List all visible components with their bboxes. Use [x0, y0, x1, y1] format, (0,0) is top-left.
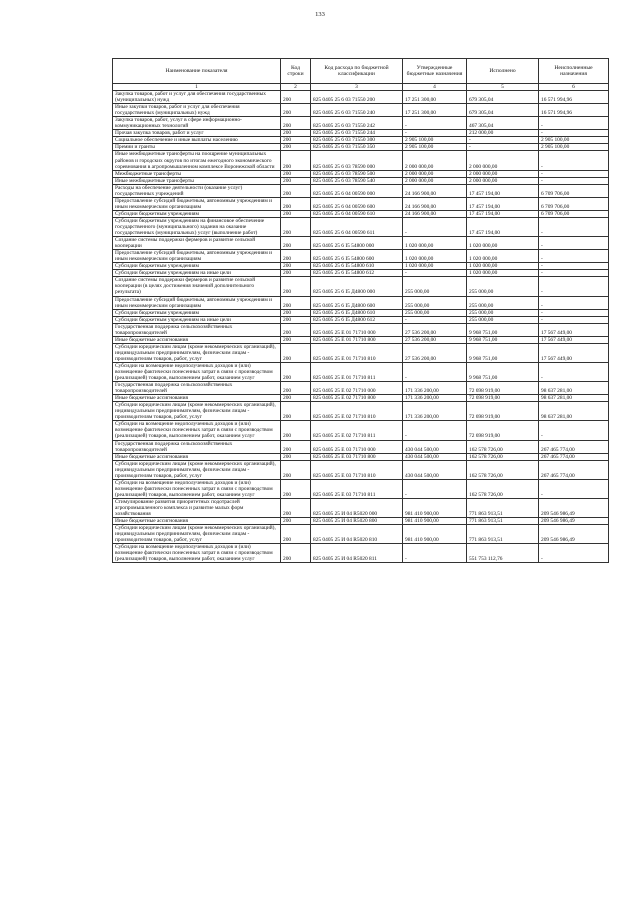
table-row	[113, 498, 609, 517]
row-name: Предоставление субсидий бюджетным, автономным учреждениям и иным некоммерческим организациям	[113, 197, 281, 210]
row-name: Субсидии на возмещение недополученных доходов и (или) возмещение фактически понесенных затрат в связи с производством (реализацией) товаров, выполнением работ, оказанием услуг	[113, 544, 281, 563]
row-line-code: 200	[281, 402, 311, 421]
row-line-code: 200	[281, 544, 311, 563]
row-unexecuted: 267 465 774,00	[539, 460, 609, 479]
row-name: Субсидии юридическим лицам (кроме некоммерческих организаций), индивидуальным предпринимателям, физическим лицам - производителям товаров, работ, услуг	[113, 402, 281, 421]
table-row	[113, 197, 609, 210]
row-line-code: 200	[281, 518, 311, 525]
row-executed: 255 000,00	[467, 296, 539, 309]
table-row	[113, 250, 609, 263]
row-line-code: 200	[281, 421, 311, 440]
column-number: 2	[281, 84, 311, 91]
row-unexecuted: -	[539, 217, 609, 236]
row-line-code: 200	[281, 309, 311, 316]
row-line-code: 200	[281, 237, 311, 250]
row-executed: 17 457 194,00	[467, 197, 539, 210]
page-number: 133	[315, 11, 325, 18]
row-line-code: 200	[281, 144, 311, 151]
row-budget-code: 825 0405 25 6 04 00590 600	[311, 197, 403, 210]
row-executed: 255 000,00	[467, 277, 539, 296]
row-name: Субсидии на возмещение недополученных доходов и (или) возмещение фактически понесенных затрат в связи с производством (реализацией) товаров, выполнением работ, оказанием услуг	[113, 479, 281, 498]
row-budget-code: 825 0405 25 E 01 71710 811	[311, 362, 403, 381]
table-row	[113, 395, 609, 402]
row-budget-code: 825 0405 25 E 01 71710 810	[311, 343, 403, 362]
row-unexecuted: -	[539, 296, 609, 309]
column-number: 5	[467, 84, 539, 91]
row-name: Прочая закупка товаров, работ и услуг	[113, 130, 281, 137]
row-unexecuted: -	[539, 237, 609, 250]
row-name: Закупка товаров, работ, услуг в сфере информационно-коммуникационных технологий	[113, 117, 281, 130]
row-approved: 981 410 900,00	[403, 525, 467, 544]
row-executed: 679 305,04	[467, 91, 539, 104]
row-budget-code: 825 0405 25 6 03 71550 350	[311, 144, 403, 151]
row-approved: 27 536 200,00	[403, 343, 467, 362]
row-line-code: 200	[281, 498, 311, 517]
row-line-code: 200	[281, 525, 311, 544]
row-executed: -	[467, 144, 539, 151]
row-executed: 17 457 194,00	[467, 184, 539, 197]
row-executed: 771 863 913,51	[467, 518, 539, 525]
row-approved: -	[403, 270, 467, 277]
row-name: Расходы на обеспечение деятельности (оказание услуг) государственных учреждений	[113, 184, 281, 197]
table-row	[113, 177, 609, 184]
table-row	[113, 316, 609, 323]
row-approved: 2 905 100,00	[403, 144, 467, 151]
row-approved: 430 044 500,00	[403, 440, 467, 453]
row-approved: 27 536 200,00	[403, 336, 467, 343]
row-line-code: 200	[281, 151, 311, 170]
row-line-code: 200	[281, 104, 311, 117]
row-approved: 1 020 000,00	[403, 250, 467, 263]
table-row	[113, 460, 609, 479]
row-unexecuted: 6 709 706,00	[539, 184, 609, 197]
row-unexecuted: -	[539, 250, 609, 263]
row-name: Государственная поддержка сельскохозяйственных товаропроизводителей	[113, 382, 281, 395]
table-row	[113, 217, 609, 236]
table-row	[113, 479, 609, 498]
row-executed: 72 698 919,00	[467, 421, 539, 440]
table-row	[113, 382, 609, 395]
table-row	[113, 270, 609, 277]
table-row	[113, 525, 609, 544]
row-line-code: 200	[281, 210, 311, 217]
row-name: Субсидии юридическим лицам (кроме некоммерческих организаций), индивидуальным предпринимателям, физическим лицам - производителям товаров, работ, услуг	[113, 460, 281, 479]
row-budget-code: 825 0405 25 6 04 00590 610	[311, 210, 403, 217]
row-approved: 1 020 000,00	[403, 237, 467, 250]
row-name: Предоставление субсидий бюджетным, автономным учреждениям и иным некоммерческим организациям	[113, 250, 281, 263]
row-name: Иные бюджетные ассигнования	[113, 518, 281, 525]
row-name: Межбюджетные трансферты	[113, 170, 281, 177]
row-unexecuted: 16 571 994,96	[539, 91, 609, 104]
row-name: Создание системы поддержки фермеров и развитие сельской кооперации	[113, 237, 281, 250]
row-name: Субсидии бюджетным учреждениям на иные цели	[113, 270, 281, 277]
row-unexecuted: 17 567 449,00	[539, 323, 609, 336]
row-budget-code: 825 0405 25 И 04 R5020 800	[311, 518, 403, 525]
row-executed: 2 000 000,00	[467, 151, 539, 170]
row-budget-code: 825 0405 25 6 I5 Д4800 600	[311, 296, 403, 309]
row-budget-code: 825 0405 25 6 03 78590 540	[311, 177, 403, 184]
row-line-code: 200	[281, 137, 311, 144]
table-row	[113, 210, 609, 217]
row-name: Субсидии бюджетным учреждениям	[113, 263, 281, 270]
row-executed: 162 578 726,00	[467, 440, 539, 453]
row-unexecuted: -	[539, 421, 609, 440]
row-executed: 72 698 919,00	[467, 382, 539, 395]
row-executed: 17 457 194,00	[467, 217, 539, 236]
row-name: Государственная поддержка сельскохозяйственных товаропроизводителей	[113, 323, 281, 336]
row-approved: 255 000,00	[403, 296, 467, 309]
row-budget-code: 825 0405 25 6 03 71550 242	[311, 117, 403, 130]
row-name: Субсидии бюджетным учреждениям	[113, 210, 281, 217]
row-name: Иные бюджетные ассигнования	[113, 336, 281, 343]
row-executed: 1 020 000,00	[467, 250, 539, 263]
row-approved: 2 000 000,00	[403, 151, 467, 170]
row-unexecuted: -	[539, 316, 609, 323]
row-executed: 771 863 913,51	[467, 498, 539, 517]
row-name: Субсидии на возмещение недополученных доходов и (или) возмещение фактически понесенных затрат в связи с производством (реализацией) товаров, выполнением работ, оказанием услуг	[113, 362, 281, 381]
row-executed: 2 000 000,00	[467, 177, 539, 184]
row-executed: 679 305,04	[467, 104, 539, 117]
row-approved: 2 000 000,00	[403, 177, 467, 184]
row-line-code: 200	[281, 277, 311, 296]
row-line-code: 200	[281, 197, 311, 210]
table-row	[113, 184, 609, 197]
row-approved: -	[403, 130, 467, 137]
row-approved: 27 536 200,00	[403, 323, 467, 336]
row-approved: -	[403, 479, 467, 498]
row-line-code: 200	[281, 382, 311, 395]
row-unexecuted: 6 709 706,00	[539, 210, 609, 217]
table-row	[113, 277, 609, 296]
row-unexecuted: -	[539, 177, 609, 184]
row-executed: 9 968 751,00	[467, 362, 539, 381]
row-line-code: 200	[281, 343, 311, 362]
row-line-code: 200	[281, 91, 311, 104]
row-executed: 72 698 919,00	[467, 402, 539, 421]
column-number-row	[113, 84, 609, 91]
table-row	[113, 343, 609, 362]
row-unexecuted: -	[539, 479, 609, 498]
row-name: Иные межбюджетные трансферты на поощрение муниципальных районов и городских округов по итогам ежегодного экономического соревнования в агропромышленном комплексе Воронежской области	[113, 151, 281, 170]
row-approved: 430 044 500,00	[403, 453, 467, 460]
row-line-code: 200	[281, 117, 311, 130]
row-name: Субсидии юридическим лицам (кроме некоммерческих организаций), индивидуальным предпринимателям, физическим лицам - производителям товаров, работ, услуг	[113, 525, 281, 544]
row-unexecuted: -	[539, 263, 609, 270]
table-row	[113, 137, 609, 144]
row-budget-code: 825 0405 25 E 02 71710 811	[311, 421, 403, 440]
row-unexecuted: -	[539, 309, 609, 316]
row-line-code: 200	[281, 395, 311, 402]
table-row	[113, 402, 609, 421]
table-row	[113, 453, 609, 460]
table-row	[113, 237, 609, 250]
row-unexecuted: -	[539, 362, 609, 381]
row-budget-code: 825 0405 25 E 01 71710 000	[311, 323, 403, 336]
column-number: 4	[403, 84, 467, 91]
header-indicator-name: Наименование показателя	[113, 59, 281, 84]
header-executed: Исполнено	[467, 59, 539, 84]
table-body	[113, 91, 609, 563]
row-unexecuted: 6 709 706,00	[539, 197, 609, 210]
row-executed: -	[467, 137, 539, 144]
row-budget-code: 825 0405 25 6 I5 54800 610	[311, 263, 403, 270]
row-name: Субсидии юридическим лицам (кроме некоммерческих организаций), индивидуальным предпринимателям, физическим лицам - производителям товаров, работ, услуг	[113, 343, 281, 362]
row-budget-code: 825 0405 25 6 03 78590 500	[311, 170, 403, 177]
row-approved: 2 000 000,00	[403, 170, 467, 177]
row-line-code: 200	[281, 217, 311, 236]
row-unexecuted: 267 465 774,00	[539, 440, 609, 453]
row-name: Создание системы поддержки фермеров и развитие сельской кооперации (в целях достижения значений дополнительного результата)	[113, 277, 281, 296]
row-budget-code: 825 0405 25 6 03 71550 240	[311, 104, 403, 117]
table-row	[113, 130, 609, 137]
row-line-code: 200	[281, 362, 311, 381]
row-budget-code: 825 0405 25 E 02 71710 800	[311, 395, 403, 402]
row-executed: 2 000 000,00	[467, 170, 539, 177]
row-budget-code: 825 0405 25 И 04 R5020 810	[311, 525, 403, 544]
column-number: 6	[539, 84, 609, 91]
table-row	[113, 170, 609, 177]
row-line-code: 200	[281, 323, 311, 336]
row-approved: 17 251 300,00	[403, 104, 467, 117]
row-budget-code: 825 0405 25 6 04 00590 611	[311, 217, 403, 236]
row-approved: 171 336 200,00	[403, 402, 467, 421]
row-approved: 255 000,00	[403, 277, 467, 296]
row-unexecuted: -	[539, 277, 609, 296]
row-budget-code: 825 0405 25 6 I5 Д4800 610	[311, 309, 403, 316]
row-budget-code: 825 0405 25 6 I5 54800 612	[311, 270, 403, 277]
row-executed: 72 698 919,00	[467, 395, 539, 402]
row-budget-code: 825 0405 25 E 03 71710 800	[311, 453, 403, 460]
row-name: Государственная поддержка сельскохозяйственных товаропроизводителей	[113, 440, 281, 453]
row-executed: 9 968 751,00	[467, 343, 539, 362]
row-approved: 17 251 300,00	[403, 91, 467, 104]
row-executed: 551 753 112,76	[467, 544, 539, 563]
row-budget-code: 825 0405 25 6 I5 54800 600	[311, 250, 403, 263]
header-unexecuted: Неисполненные назначения	[539, 59, 609, 84]
table-row	[113, 263, 609, 270]
row-unexecuted: -	[539, 544, 609, 563]
row-budget-code: 825 0405 25 6 I5 54800 000	[311, 237, 403, 250]
row-unexecuted: -	[539, 270, 609, 277]
row-name: Иные межбюджетные трансферты	[113, 177, 281, 184]
row-name: Предоставление субсидий бюджетным, автономным учреждениям и иным некоммерческим организациям	[113, 296, 281, 309]
header-line-code: Код строки	[281, 59, 311, 84]
row-executed: 1 020 000,00	[467, 270, 539, 277]
row-budget-code: 825 0405 25 И 04 R5020 000	[311, 498, 403, 517]
row-line-code: 200	[281, 263, 311, 270]
row-budget-code: 825 0405 25 6 03 71550 244	[311, 130, 403, 137]
row-approved: -	[403, 217, 467, 236]
row-budget-code: 825 0405 25 E 03 71710 810	[311, 460, 403, 479]
row-unexecuted: 267 465 774,00	[539, 453, 609, 460]
table-row	[113, 309, 609, 316]
row-name: Стимулирование развития приоритетных подотраслей агропромышленного комплекса и развитие малых форм хозяйствования	[113, 498, 281, 517]
table-row	[113, 151, 609, 170]
row-executed: 467 305,04	[467, 117, 539, 130]
table-row	[113, 544, 609, 563]
table-row	[113, 336, 609, 343]
row-line-code: 200	[281, 270, 311, 277]
row-name: Субсидии бюджетным учреждениям	[113, 309, 281, 316]
table-row	[113, 117, 609, 130]
row-name: Социальное обеспечение и иные выплаты населению	[113, 137, 281, 144]
row-approved: 24 166 900,00	[403, 197, 467, 210]
table-row	[113, 440, 609, 453]
row-name: Иные бюджетные ассигнования	[113, 395, 281, 402]
row-budget-code: 825 0405 25 E 03 71710 000	[311, 440, 403, 453]
expenditure-table	[112, 58, 609, 563]
row-executed: 17 457 194,00	[467, 210, 539, 217]
row-executed: 162 578 726,00	[467, 453, 539, 460]
row-executed: 255 000,00	[467, 316, 539, 323]
row-unexecuted: -	[539, 117, 609, 130]
row-budget-code: 825 0405 25 6 03 71550 200	[311, 91, 403, 104]
row-budget-code: 825 0405 25 6 I5 Д4800 000	[311, 277, 403, 296]
row-approved: -	[403, 316, 467, 323]
row-budget-code: 825 0405 25 6 03 71550 300	[311, 137, 403, 144]
row-executed: 162 578 726,00	[467, 479, 539, 498]
row-name: Субсидии бюджетным учреждениям на финансовое обеспечение государственного (муниципального) задания на оказание государственных (муниципальных) услуг (выполнение работ)	[113, 217, 281, 236]
row-unexecuted: -	[539, 151, 609, 170]
row-unexecuted: 98 637 281,00	[539, 382, 609, 395]
table-row	[113, 518, 609, 525]
row-line-code: 200	[281, 296, 311, 309]
row-approved: 981 410 900,00	[403, 518, 467, 525]
row-approved: -	[403, 117, 467, 130]
row-unexecuted: 98 637 281,00	[539, 395, 609, 402]
row-line-code: 200	[281, 336, 311, 343]
row-name: Закупка товаров, работ и услуг для обеспечения государственных (муниципальных) нужд	[113, 91, 281, 104]
row-approved: 255 000,00	[403, 309, 467, 316]
row-executed: 9 968 751,00	[467, 323, 539, 336]
row-approved: -	[403, 421, 467, 440]
row-unexecuted: 209 546 986,49	[539, 498, 609, 517]
row-approved: -	[403, 362, 467, 381]
row-approved: 24 166 900,00	[403, 210, 467, 217]
row-executed: 212 000,00	[467, 130, 539, 137]
row-line-code: 200	[281, 453, 311, 460]
row-approved: 2 905 100,00	[403, 137, 467, 144]
row-approved: 24 166 900,00	[403, 184, 467, 197]
row-line-code: 200	[281, 130, 311, 137]
row-executed: 1 020 000,00	[467, 237, 539, 250]
row-budget-code: 825 0405 25 6 I5 Д4800 612	[311, 316, 403, 323]
row-unexecuted: 17 567 449,00	[539, 343, 609, 362]
row-executed: 255 000,00	[467, 309, 539, 316]
row-line-code: 200	[281, 460, 311, 479]
row-executed: 9 968 751,00	[467, 336, 539, 343]
row-approved: 430 044 500,00	[403, 460, 467, 479]
row-unexecuted: -	[539, 130, 609, 137]
row-line-code: 200	[281, 440, 311, 453]
row-executed: 771 863 913,51	[467, 525, 539, 544]
row-line-code: 200	[281, 316, 311, 323]
row-name: Иные закупки товаров, работ и услуг для обеспечения государственных (муниципальных) нужд	[113, 104, 281, 117]
row-budget-code: 825 0405 25 6 03 78590 000	[311, 151, 403, 170]
row-name: Субсидии бюджетным учреждениям на иные цели	[113, 316, 281, 323]
row-line-code: 200	[281, 170, 311, 177]
row-approved: 981 410 900,00	[403, 498, 467, 517]
row-unexecuted: 209 546 986,49	[539, 518, 609, 525]
row-line-code: 200	[281, 184, 311, 197]
row-name: Иные бюджетные ассигнования	[113, 453, 281, 460]
row-line-code: 200	[281, 250, 311, 263]
row-executed: 1 020 000,00	[467, 263, 539, 270]
row-unexecuted: 2 905 100,00	[539, 137, 609, 144]
row-approved: 171 336 200,00	[403, 382, 467, 395]
row-budget-code: 825 0405 25 И 04 R5020 811	[311, 544, 403, 563]
row-approved: 1 020 000,00	[403, 263, 467, 270]
row-approved: 171 336 200,00	[403, 395, 467, 402]
row-name: Субсидии на возмещение недополученных доходов и (или) возмещение фактически понесенных затрат в связи с производством (реализацией) товаров, выполнением работ, оказанием услуг	[113, 421, 281, 440]
row-budget-code: 825 0405 25 E 02 71710 810	[311, 402, 403, 421]
header-budget-code: Код расхода по бюджетной классификации	[311, 59, 403, 84]
row-unexecuted: 98 637 281,00	[539, 402, 609, 421]
row-executed: 162 578 726,00	[467, 460, 539, 479]
table-header-row	[113, 59, 609, 84]
row-budget-code: 825 0405 25 E 01 71710 800	[311, 336, 403, 343]
table-row	[113, 362, 609, 381]
column-number: 1	[113, 84, 281, 91]
row-unexecuted: 17 567 449,00	[539, 336, 609, 343]
table-row	[113, 144, 609, 151]
row-budget-code: 825 0405 25 6 04 00590 000	[311, 184, 403, 197]
row-unexecuted: -	[539, 170, 609, 177]
table-row	[113, 296, 609, 309]
row-name: Премии и гранты	[113, 144, 281, 151]
table-row	[113, 104, 609, 117]
table-row	[113, 91, 609, 104]
row-approved: -	[403, 544, 467, 563]
header-approved: Утвержденные бюджетные назначения	[403, 59, 467, 84]
table-row	[113, 323, 609, 336]
row-unexecuted: 209 546 986,49	[539, 525, 609, 544]
table-row	[113, 421, 609, 440]
row-budget-code: 825 0405 25 E 02 71710 000	[311, 382, 403, 395]
column-number: 3	[311, 84, 403, 91]
row-unexecuted: 16 571 994,96	[539, 104, 609, 117]
row-line-code: 200	[281, 177, 311, 184]
row-unexecuted: 2 905 100,00	[539, 144, 609, 151]
row-line-code: 200	[281, 479, 311, 498]
row-budget-code: 825 0405 25 E 03 71710 811	[311, 479, 403, 498]
